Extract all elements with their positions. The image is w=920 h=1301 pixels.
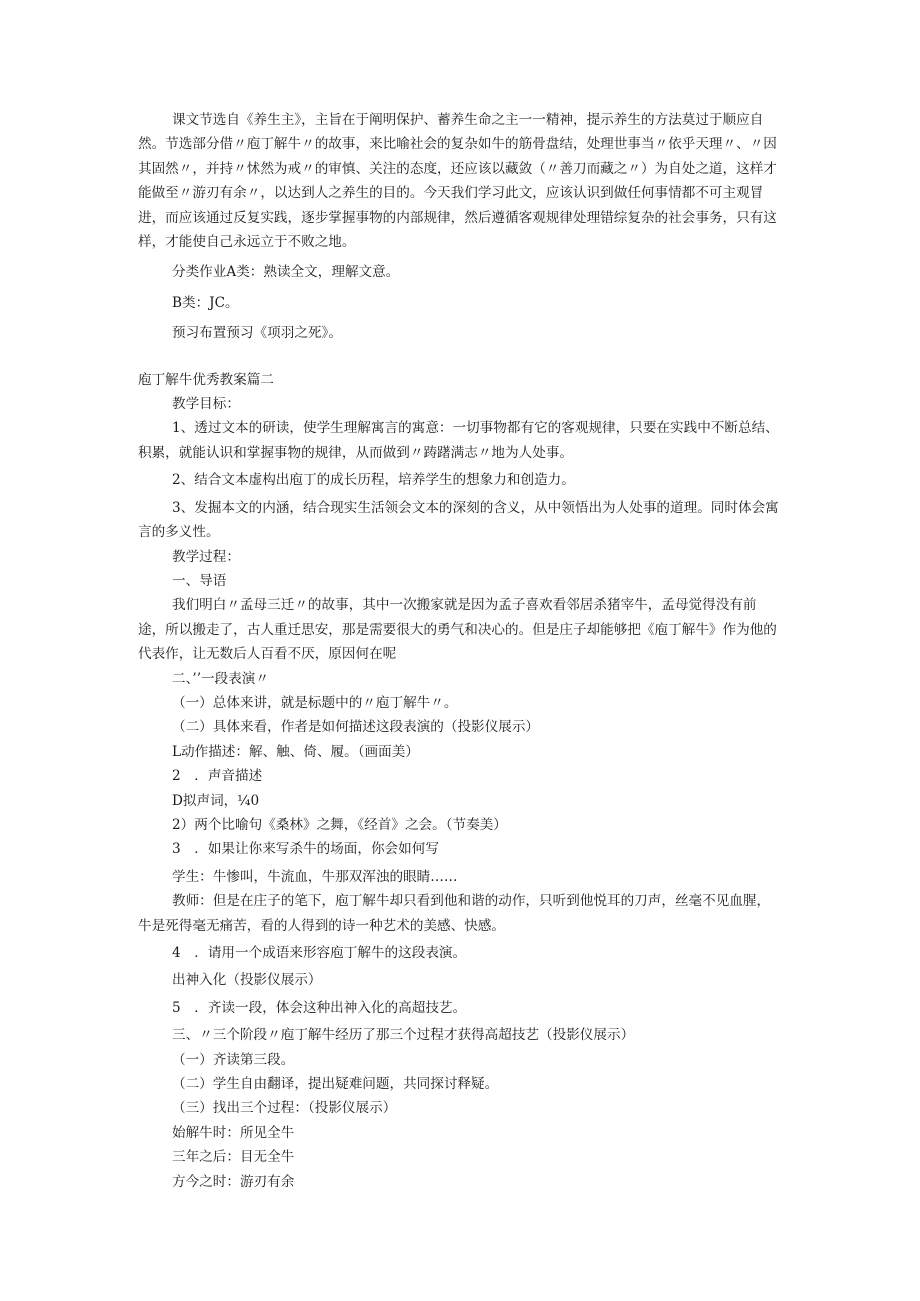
step3-title: 三、〃三个阶段〃庖丁解牛经历了那三个过程才获得高超技艺（投影仪展示）	[172, 1027, 635, 1044]
step2-sub-b: （二）具体来看，作者是如何描述这段表演的（投影仪展示）	[172, 719, 540, 736]
question-4: 4 ．请用一个成语来形容庖丁解牛的这段表演。	[172, 945, 467, 961]
metaphor-line: 2）两个比喻句《桑林》之舞，《经首》之会。（节奏美）	[172, 816, 507, 833]
step3-sub-c: （三）找出三个过程：（投影仪展示）	[172, 1100, 397, 1117]
intro-paragraph: 课文节选自《养生主》，主旨在于阐明保护、蓄养生命之主一一精神，提示养生的方法莫过于顺应自然。节选部分借〃庖丁解牛〃的故事，来比喻社会的复杂如牛的筋骨盘结，处理世事当〃依乎天理〃、〃因其固然〃，并持〃怵然为戒〃的审慎、关注的态度，还应该以藏敛（〃善刀而藏之〃）为自处之道，这样才能做至〃游刃有余〃，以达到人之养生的目的。今天我们学习此文，应该认识到做任何事情都不可主观冒进，而应该通过反复实践，逐步掌握事物的内部规律，然后遵循客观规律处理错综复杂的社会事务，只有这样，才能使自己永远立于不败之地。	[138, 112, 777, 251]
stage-3: 方今之时：游刃有余	[172, 1173, 295, 1190]
goal-2: 2、结合文本虚构出庖丁的成长历程，培养学生的想象力和创造力。	[172, 472, 575, 489]
step1-title: 一、导语	[172, 572, 227, 589]
action-description: L动作描述：解、触、倚、履。（画面美）	[172, 743, 419, 760]
sound-description: 2 ．声音描述	[172, 768, 263, 785]
step1-text: 我们明白〃孟母三迁〃的故事，其中一次搬家就是因为孟子喜欢看邻居杀猪宰牛，孟母觉得没有前途，所以搬走了，古人重迁思安，那是需要很大的勇气和决心的。但是庄子却能够把《庖丁解牛》作为他的代表作，让无数后人百看不厌，原因何在呢	[138, 597, 777, 663]
stage-2: 三年之后：目无全牛	[172, 1149, 295, 1166]
step2-title: 二、’’一段表演〃	[172, 670, 269, 687]
document-page	[138, 108, 780, 1194]
stage-1: 始解牛时：所见全牛	[172, 1124, 295, 1141]
goals-label: 教学目标：	[172, 396, 240, 413]
question-5: 5 ．齐读一段，体会这种出神入化的高超技艺。	[172, 999, 467, 1016]
goal-3: 3、发掘本文的内涵，结合现实生活领会文本的深刻的含义，从中领悟出为人处事的道理。同时体会寓言的多义性。	[138, 499, 779, 541]
question-3: 3 ．如果让你来写杀牛的场面，你会如何写	[172, 841, 439, 858]
step3-sub-b: （二）学生自由翻译，提出疑难问题，共同探讨释疑。	[172, 1076, 499, 1093]
goal-1: 1、透过文本的研读，使学生理解寓言的寓意：一切事物都有它的客观规律，只要在实践中不断总结、积累，就能认识和掌握事物的规律，从而做到〃踌躇满志〃地为人处事。	[138, 420, 779, 461]
homework-b: B类：JC。	[172, 294, 239, 311]
step3-sub-a: （一）齐读第三段。	[172, 1051, 295, 1068]
idiom-answer: 出神入化（投影仪展示）	[172, 972, 322, 989]
homework-a: 分类作业A类：熟读全文，理解文意。	[172, 264, 400, 281]
student-answer: 学生：牛惨叫，牛流血，牛那双浑浊的眼睛……	[172, 868, 458, 885]
process-label: 教学过程：	[172, 548, 240, 565]
section-title: 庖丁解牛优秀教案篇二	[138, 371, 274, 388]
preview-assignment: 预习布置预习《项羽之死》。	[172, 325, 342, 342]
teacher-remark: 教师：但是在庄子的笔下，庖丁解牛却只看到他和谐的动作，只听到他悦耳的刀声，丝毫不见血腥，牛是死得毫无痛苦，看的人得到的诗一种艺术的美感、快感。	[138, 893, 771, 934]
onomatopoeia-line: D拟声词，¼0	[172, 792, 260, 809]
step2-sub-a: （一）总体来讲，就是标题中的〃庖丁解牛〃。	[172, 694, 458, 711]
